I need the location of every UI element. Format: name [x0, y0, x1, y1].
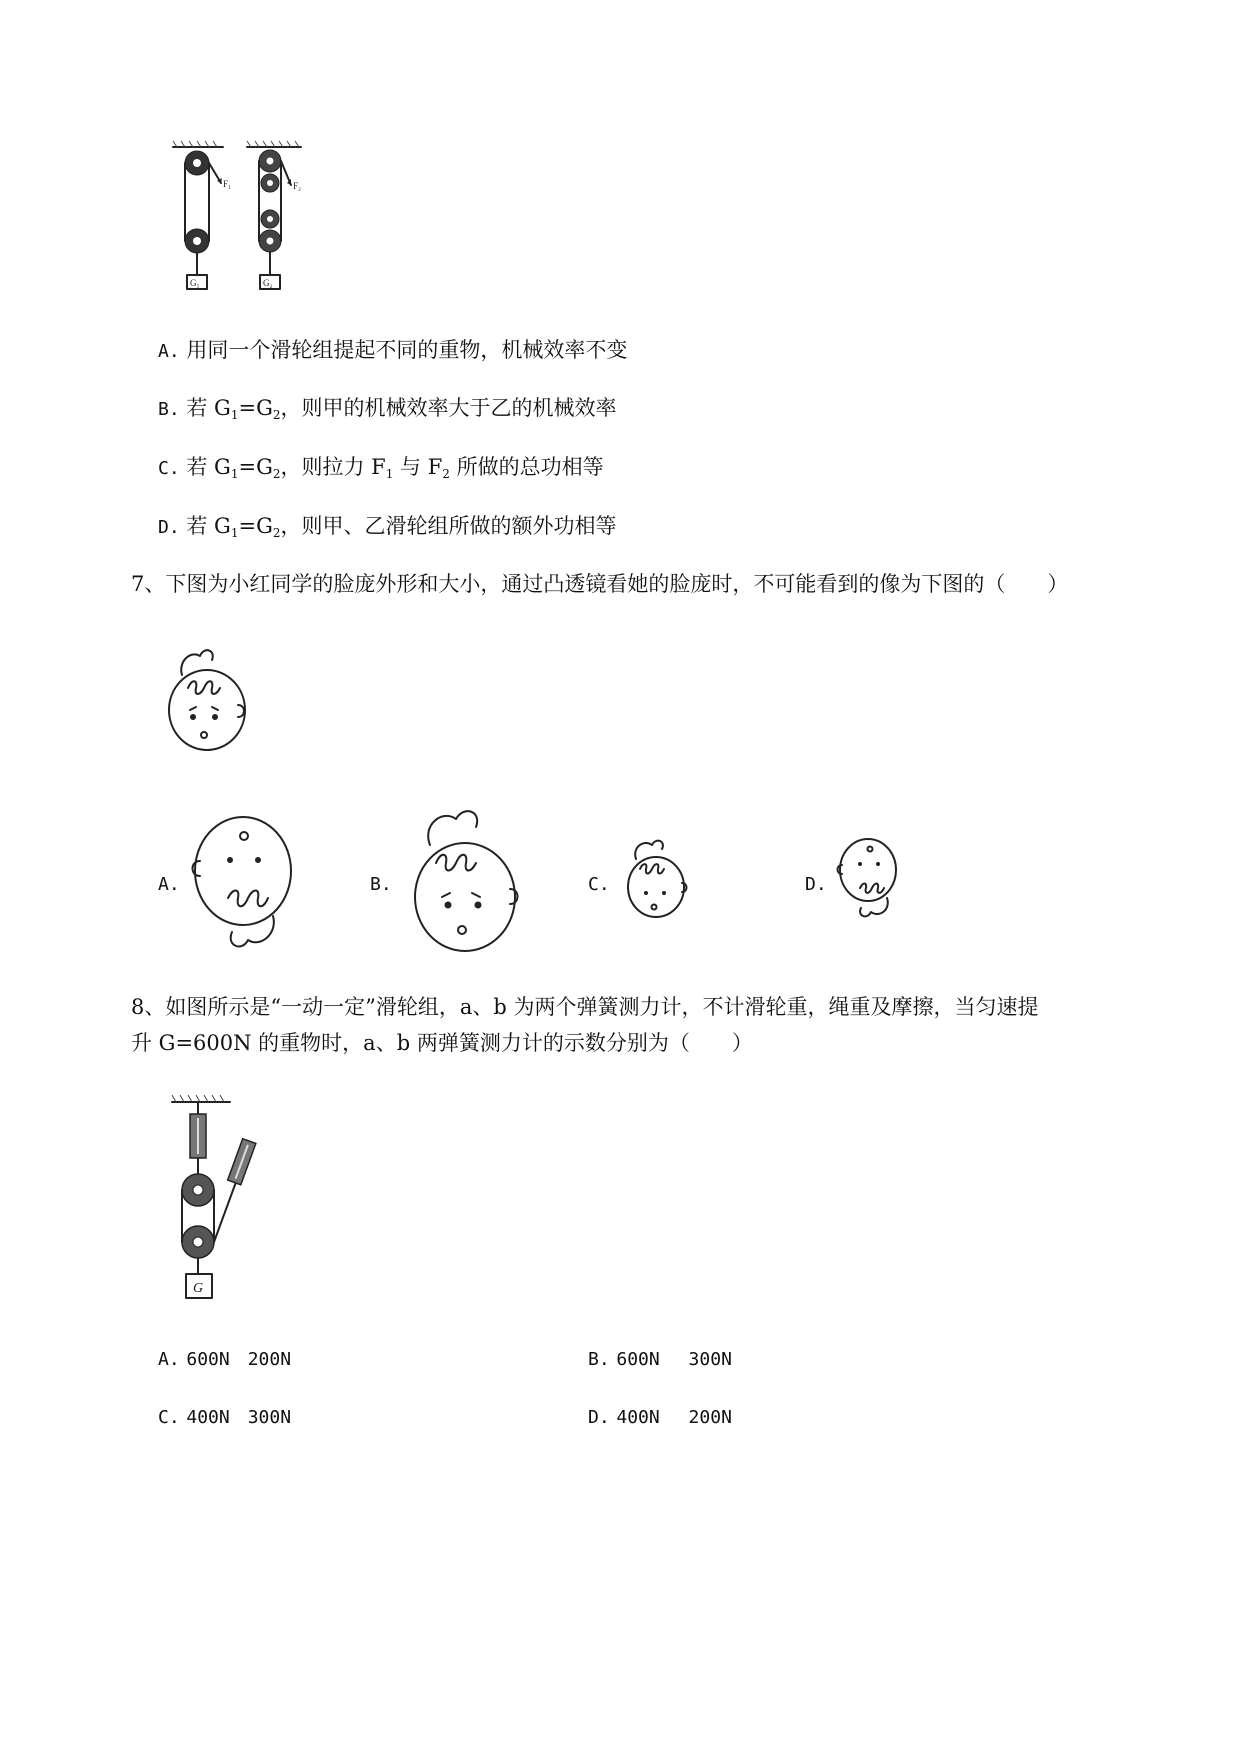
- q6-option-a[interactable]: [158, 337, 627, 365]
- right-weight-label: G₂: [263, 278, 273, 288]
- option-letter: C.: [158, 1407, 180, 1428]
- q7-option-c[interactable]: [588, 870, 610, 898]
- option-text: 用同一个滑轮组提起不同的重物，机械效率不变: [186, 338, 628, 362]
- option-letter: C.: [588, 874, 610, 895]
- q8-option-a[interactable]: [158, 1345, 291, 1373]
- option-letter: A.: [158, 341, 180, 362]
- option-text: 400N 200N: [616, 1407, 732, 1428]
- option-letter: D.: [588, 1407, 610, 1428]
- q8-stem-line1: 8、如图所示是“一动一定”滑轮组，a、b 为两个弹簧测力计，不计滑轮重，绳重及摩擦，当匀速提: [131, 995, 1039, 1019]
- option-letter: A.: [158, 874, 180, 895]
- option-letter: D.: [805, 874, 827, 895]
- option-letter: A.: [158, 1349, 180, 1370]
- face-option-d-image: [835, 832, 901, 920]
- spring-scale-pulley-figure: [150, 1082, 280, 1307]
- face-option-b-image: [410, 805, 520, 955]
- option-text: 若 $G_1=G_2$，则甲、乙滑轮组所做的额外功相等: [186, 514, 617, 540]
- option-text: 400N 300N: [186, 1407, 292, 1428]
- option-text: 若 $G_1=G_2$，则拉力 $F_1$ 与 $F_2$ 所做的总功相等: [186, 455, 604, 481]
- q6-option-d[interactable]: [158, 513, 616, 541]
- option-text: 600N 200N: [186, 1349, 292, 1370]
- option-text: 若 $G_1=G_2$，则甲的机械效率大于乙的机械效率: [186, 396, 617, 422]
- option-letter: B.: [588, 1349, 610, 1370]
- q8-option-b[interactable]: [588, 1345, 732, 1373]
- weight-label: G: [193, 1281, 204, 1296]
- reference-face-figure: [160, 640, 255, 755]
- face-option-a-image: [188, 800, 298, 955]
- q7-option-b[interactable]: [370, 870, 392, 898]
- q8-option-c[interactable]: [158, 1403, 291, 1431]
- option-letter: D.: [158, 517, 180, 538]
- q7-option-d[interactable]: [805, 870, 827, 898]
- pulley-systems-figure: [155, 135, 325, 305]
- q7-option-a[interactable]: [158, 870, 180, 898]
- q7-stem: 7、下图为小红同学的脸庞外形和大小，通过凸透镜看她的脸庞时，不可能看到的像为下图的（ ）: [131, 572, 1069, 596]
- option-letter: B.: [370, 874, 392, 895]
- right-force-label: F₂: [293, 181, 302, 191]
- q6-option-c[interactable]: [158, 454, 604, 482]
- q6-option-b[interactable]: [158, 395, 616, 423]
- left-weight-label: G₁: [190, 278, 200, 288]
- option-text: 600N 300N: [616, 1349, 732, 1370]
- left-force-label: F₁: [223, 179, 232, 189]
- q8-stem-line2: 升 G=600N 的重物时，a、b 两弹簧测力计的示数分别为（ ）: [131, 1031, 753, 1055]
- option-letter: B.: [158, 399, 180, 420]
- face-option-c-image: [622, 835, 690, 920]
- option-letter: C.: [158, 458, 180, 479]
- q8-option-d[interactable]: [588, 1403, 732, 1431]
